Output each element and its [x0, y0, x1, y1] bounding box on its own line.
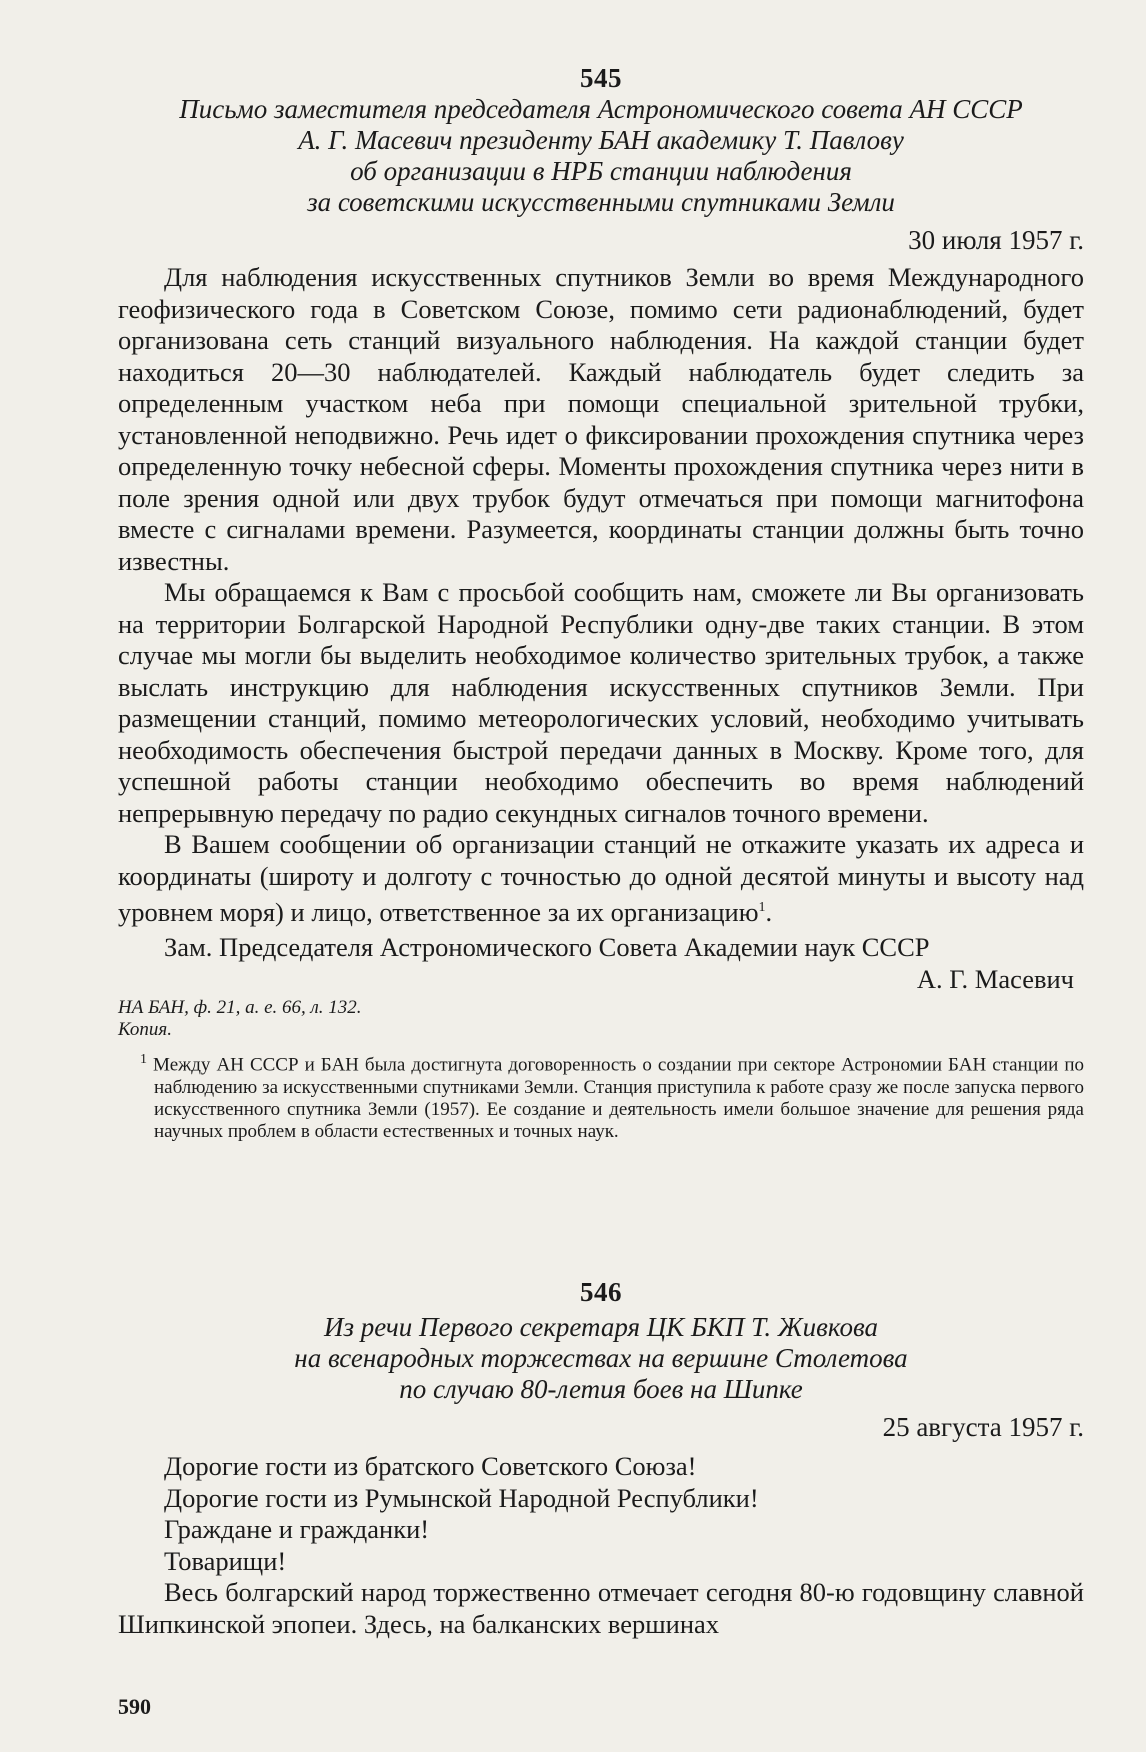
document-date: 30 июля 1957 г. [908, 225, 1084, 255]
title-line: за советскими искусственными спутниками Земли [307, 187, 895, 217]
greeting-line: Граждане и гражданки! [164, 1514, 430, 1544]
title-line: на всенародных торжествах на вершине Столетова [294, 1343, 908, 1373]
document-546 [118, 1276, 1084, 1640]
title-line: А. Г. Масевич президенту БАН академику Т. Павлову [298, 125, 904, 155]
title-line: по случаю 80-летия боев на Шипке [399, 1374, 803, 1404]
signature-block [118, 932, 1084, 995]
copy-note: Копия. [118, 1019, 172, 1041]
document-title [118, 1312, 1084, 1405]
greeting-line: Дорогие гости из Румынской Народной Республики! [164, 1482, 759, 1513]
document-date: 25 августа 1957 г. [882, 1412, 1084, 1442]
greeting-line: Товарищи! [164, 1545, 287, 1576]
footnote-reference: 1 [758, 900, 766, 915]
footnote [118, 1049, 1084, 1142]
body-paragraph: Мы обращаемся к Вам с просьбой сообщить нам, сможете ли Вы организовать на территории Болгарской Народной Республики одну-две таких станции. В этом случае мы могли бы выделить необходимое количество зрительных трубок, а также выслать инструкцию для наблюдения искусственных спутников Земли. При размещении станций, помимо метеорологических условий, необходимо учитывать необходимость обеспечения быстрой передачи данных в Москву. Кроме того, для успешной работы станции необходимо обеспечить во время наблюдений непрерывную передачу по радио секундных сигналов точного времени. [118, 577, 1084, 828]
page-number: 590 [118, 1694, 151, 1719]
document-number: 546 [580, 1277, 622, 1307]
title-line: об организации в НРБ станции наблюдения [350, 156, 852, 186]
document-title [118, 94, 1084, 218]
body-paragraph: Для наблюдения искусственных спутников Земли во время Международного геофизического года в Советском Союзе, помимо сети радионаблюдений, будет организована сеть станций визуального наблюдения. На каждой станции будет находиться 20—30 наблюдателей. Каждый наблюдатель будет следить за определенным участком неба при помощи специальной зрительной трубки, установленной неподвижно. Речь идет о фиксировании прохождения спутника через определенную точку небесной сферы. Моменты прохождения спутника через нити в поле зрения одной или двух трубок будут отмечаться при помощи магнитофона вместе с сигналами времени. Разумеется, координаты станции должны быть точно известны. [118, 262, 1084, 576]
speech-paragraph: Весь болгарский народ торжественно отмечает сегодня 80-ю годовщину славной Шипкинской эпопеи. Здесь, на балканских вершинах [118, 1577, 1084, 1639]
signature-role: Зам. Председателя Астрономического Совета Академии наук СССР [164, 932, 930, 963]
letter-body [118, 262, 1084, 928]
body-paragraph-text: В Вашем сообщении об организации станций не откажите указать их адреса и координаты (широту и долготу с точностью до одной десятой минуты и высоту над уровнем моря) и лицо, ответственное за их организацию [118, 829, 1084, 927]
greeting-line: Дорогие гости из братского Советского Союза! [164, 1451, 697, 1481]
title-line: Письмо заместителя председателя Астрономического совета АН СССР [179, 94, 1023, 124]
sentence-end: . [765, 896, 773, 927]
document-545 [118, 62, 1084, 1143]
footnote-text: Между АН СССР и БАН была достигнута договоренность о создании при секторе Астрономии БАН станции по наблюдению за искусственными спутниками Земли. Станция приступила к работе сразу же после запуска первого искусственного спутника Земли (1957). Ее создание и деятельность имели большое значение для решения ряда научных проблем в области естественных и точных наук. [153, 1054, 1084, 1142]
footnote-block [118, 1049, 1084, 1142]
speech-greetings [118, 1451, 1084, 1577]
title-line: Из речи Первого секретаря ЦК БКП Т. Живкова [323, 1312, 878, 1342]
signature-name: А. Г. Масевич [916, 963, 1074, 994]
archive-block [118, 997, 1084, 1041]
document-number: 545 [580, 63, 622, 93]
footnote-mark: 1 [140, 1052, 147, 1068]
body-paragraph [118, 829, 1084, 928]
archive-reference: НА БАН, ф. 21, а. е. 66, л. 132. [118, 997, 362, 1019]
